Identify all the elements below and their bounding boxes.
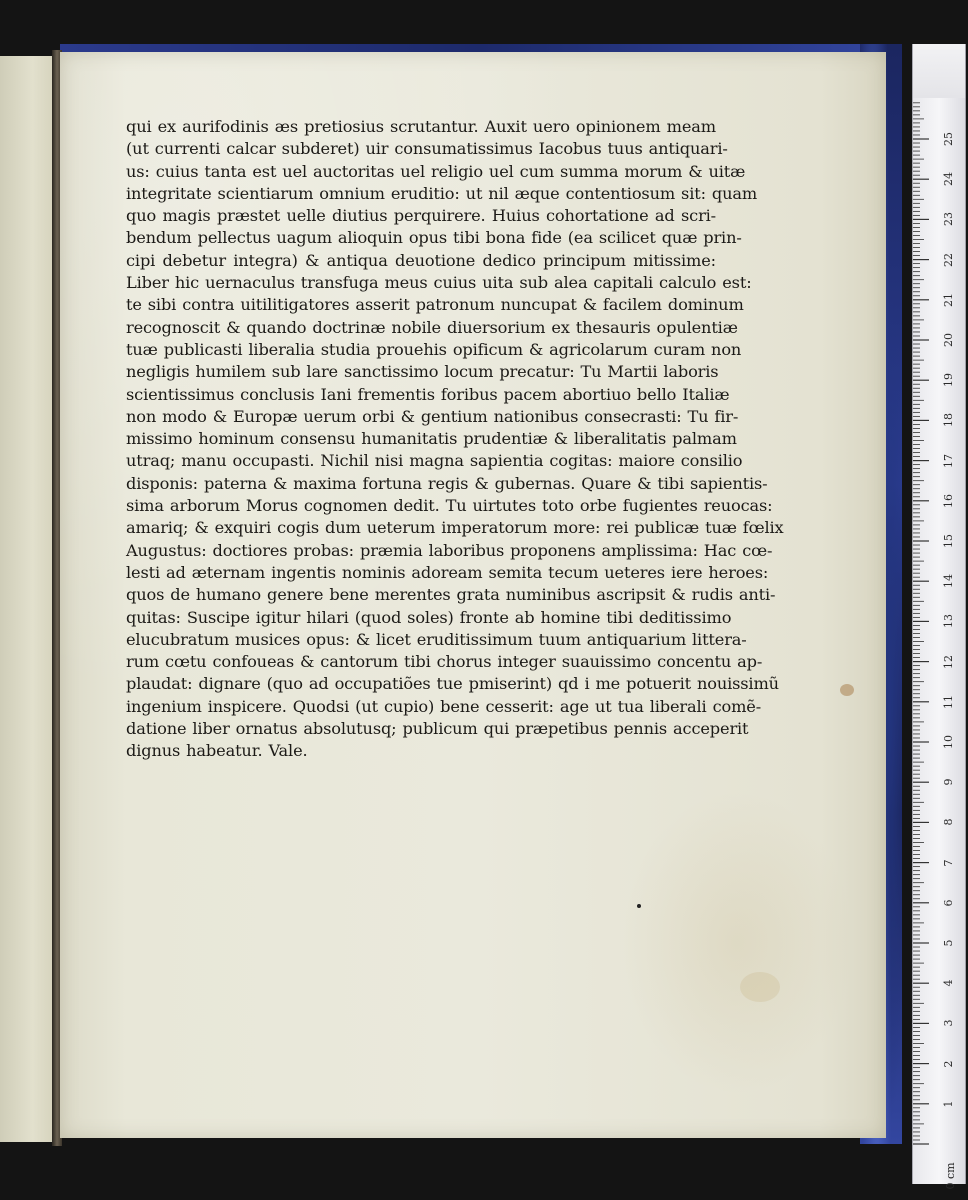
ruler-number: 8 [942,818,955,826]
ruler-number: 19 [942,373,955,388]
ruler-number: 14 [942,574,955,589]
text-line: Liber hic uernaculus transfuga meus cuius uita sub alea capitali calculo est: [126,273,752,293]
text-line: te sibi contra uitilitigatores asserit patronum nuncupat & facilem dominum [126,295,744,315]
text-line: tuæ publicasti liberalia studia prouehis opificum & agricolarum curam non [126,339,742,359]
ruler-number: 5 [942,939,955,947]
ink-dot [637,904,641,908]
text-line: Augustus: doctiores probas: præmia laboribus proponens amplissima: Hac cœ- [126,540,773,560]
measurement-ruler [912,44,966,1190]
ruler-number: 13 [942,614,955,629]
ruler-number: 4 [942,979,955,987]
text-line: amariq; & exquiri cogis dum ueterum imperatorum more: rei publicæ tuæ fœlix [126,518,784,538]
manuscript-page [60,52,886,1138]
ruler-number: 16 [942,493,955,508]
text-line: integritate scientiarum omnium eruditio: ut nil æque contentiosum sit: quam [126,183,758,203]
stain-mark [840,684,854,696]
ruler-number: 18 [942,413,955,428]
ruler-number: 15 [942,534,955,548]
facing-page [0,56,55,1142]
ruler-number: 9 [942,778,955,786]
text-line: datione liber ornatus absolutusq; publicum qui præpetibus pennis acceperit [126,719,749,739]
text-line: lesti ad æternam ingentis nominis adoream semita tecum ueteres iere heroes: [126,562,769,582]
ruler-number: 10 [942,735,955,749]
printed-text-block [126,116,784,763]
stain-mark [740,972,780,1002]
ruler-number: 7 [942,859,955,867]
text-line: elucubratum musices opus: & licet eruditissimum tuum antiquarium littera- [126,629,747,649]
text-line: (ut currenti calcar subderet) uir consumatissimus Iacobus tuus antiquari- [126,139,728,159]
text-line: missimo hominum consensu humanitatis prudentiæ & liberalitatis palmam [126,429,737,449]
ruler-number: 2 [942,1060,955,1068]
ruler-number: 24 [942,172,955,187]
ruler-unit-label: 0 cm [944,1162,957,1190]
text-line: quo magis præstet uelle diutius perquirere. Huius cohortatione ad scri- [126,206,716,226]
text-line: sima arborum Morus cognomen dedit. Tu uirtutes toto orbe fugientes reuocas: [126,496,773,516]
text-line: cipi debetur integra) & antiqua deuotione dedico principum mitissime: [126,250,716,270]
text-line: bendum pellectus uagum alioquin opus tibi bona fide (ea scilicet quæ prin- [126,228,742,248]
ruler-ticks [913,44,965,1184]
ruler-number: 1 [942,1100,955,1108]
ruler-number: 20 [942,333,955,347]
text-line: dignus habeatur. Vale. [126,741,308,761]
text-line: negligis humilem sub lare sanctissimo locum precatur: Tu Martii laboris [126,362,719,382]
text-line: disponis: paterna & maxima fortuna regis & gubernas. Quare & tibi sapientis- [126,473,768,493]
ruler-number: 21 [942,292,955,307]
text-line: scientissimus conclusis Iani frementis foribus pacem abortiuo bello Italiæ [126,384,730,404]
ruler-number: 12 [942,654,955,669]
text-line: utraq; manu occupasti. Nichil nisi magna sapientia cogitas: maiore consilio [126,451,743,471]
ruler-number: 22 [942,252,955,267]
ruler-number: 23 [942,212,955,227]
text-line: ingenium inspicere. Quodsi (ut cupio) bene cesserit: age ut tua liberali comẽ- [126,696,762,716]
text-line: recognoscit & quando doctrinæ nobile diuersorium ex thesauris opulentiæ [126,317,738,337]
text-line: us: cuius tanta est uel auctoritas uel religio uel cum summa morum & uitæ [126,161,746,181]
ruler-number: 3 [942,1019,955,1027]
text-line: quos de humano genere bene merentes grata numinibus ascripsit & rudis anti- [126,585,776,605]
text-line: rum cœtu confoueas & cantorum tibi chorus integer suauissimo concentu ap- [126,652,763,672]
text-line: non modo & Europæ uerum orbi & gentium nationibus consecrasti: Tu fir- [126,406,739,426]
ruler-number: 11 [942,694,955,709]
text-line: qui ex aurifodinis æs pretiosius scrutantur. Auxit uero opinionem meam [126,117,716,136]
ruler-number: 17 [942,453,955,468]
text-line: plaudat: dignare (quo ad occupatiões tue pmiserint) qd i me potuerit nouissimũ [126,674,779,694]
text-line: quitas: Suscipe igitur hilari (quod soles) fronte ab homine tibi deditissimo [126,607,732,627]
ruler-number: 6 [942,899,955,907]
ruler-number: 25 [942,132,955,146]
